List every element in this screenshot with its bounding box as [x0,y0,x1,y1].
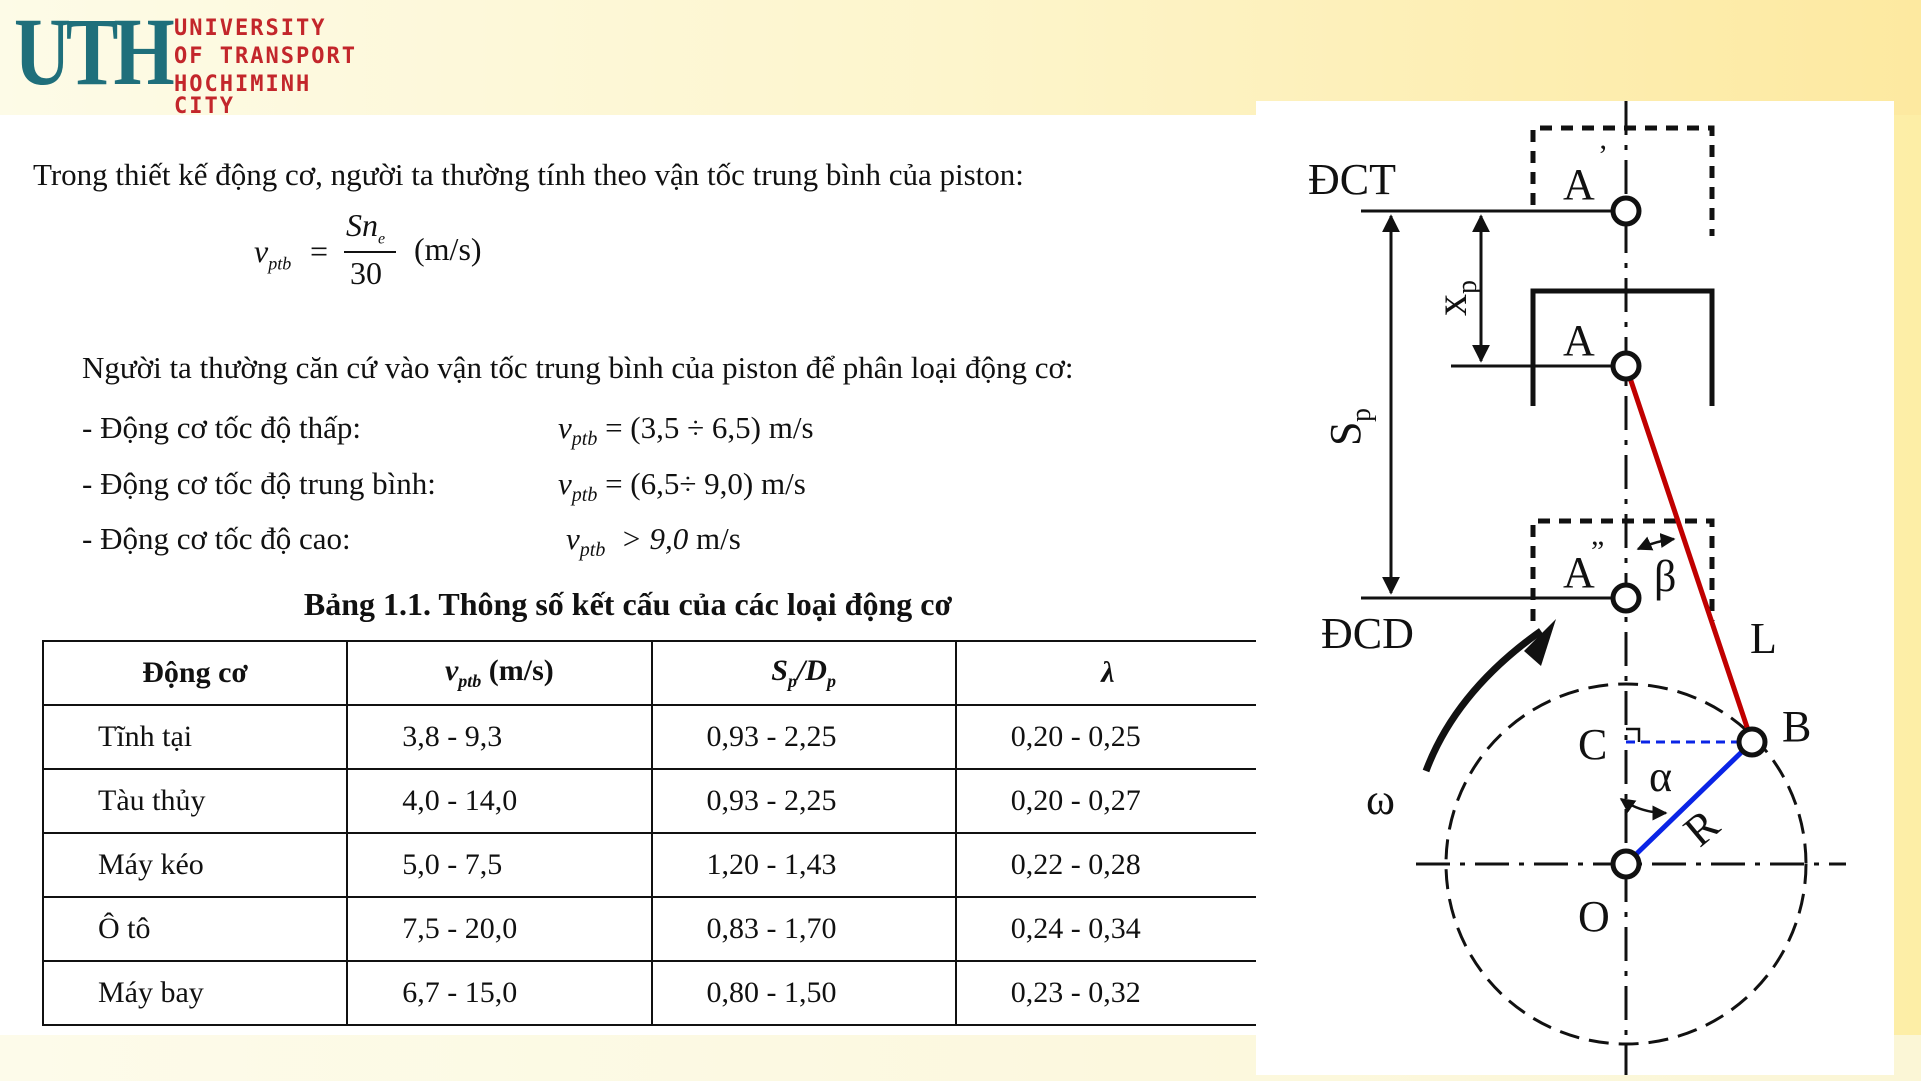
table-row [43,833,1260,897]
formula-equals: = [310,233,329,269]
pin-a-prime [1613,198,1639,224]
cell-ratio: 0,80 - 1,50 [652,961,956,1025]
crank-arm [1626,742,1752,864]
class-high-var: v [566,521,580,556]
piston-current-outline [1533,291,1712,406]
label-sp [1321,408,1377,446]
cell-ratio: 1,20 - 1,43 [652,833,956,897]
mean-piston-speed-formula [250,205,510,295]
label-r: R [1674,799,1729,857]
cell-lambda: 0,20 - 0,27 [956,769,1260,833]
diagram-svg [1256,101,1894,1075]
label-bdc: ĐCD [1321,609,1414,658]
label-tdc: ĐCT [1308,155,1396,204]
label-a-prime-mark: ’ [1598,139,1608,172]
class-high-sub: ptb [579,539,606,562]
logo-line-city: HOCHIMINH CITY [174,72,312,119]
class-high-speed-value [566,521,741,562]
class-medium-range: = (6,5÷ 9,0) m/s [597,466,806,501]
cell-lambda: 0,22 - 0,28 [956,833,1260,897]
class-low-sub: ptb [571,428,598,451]
cell-engine: Tĩnh tại [43,705,347,769]
logo-line-transport: OF TRANSPORT [174,44,357,69]
label-o: O [1578,892,1610,941]
cell-lambda: 0,23 - 0,32 [956,961,1260,1025]
class-medium-speed-value [558,466,806,507]
intro-text: Trong thiết kế động cơ, người ta thường tính theo vận tốc trung bình của piston: [33,157,1024,192]
cell-engine: Ô tô [43,897,347,961]
cell-speed: 7,5 - 20,0 [347,897,651,961]
class-medium-var: v [558,466,572,501]
table-row [43,897,1260,961]
cell-lambda: 0,20 - 0,25 [956,705,1260,769]
header-engine: Động cơ [43,641,347,705]
formula-num-sub: e [378,230,386,248]
cell-engine: Máy kéo [43,833,347,897]
formula-unit: (m/s) [414,231,482,267]
fraction-bar [344,251,396,253]
pin-a [1613,353,1639,379]
header-d: /D [796,654,827,687]
connecting-rod [1626,366,1752,742]
header-d-sub: p [826,671,836,691]
engine-spec-table [42,640,1261,1026]
label-l: L [1750,614,1777,663]
classification-intro: Người ta thường căn cứ vào vận tốc trung bình của piston để phân loại động cơ: [82,350,1074,385]
formula-lhs-sub: ptb [268,253,292,274]
formula-denominator: 30 [350,255,382,291]
class-medium-sub: ptb [571,484,598,507]
cell-speed: 5,0 - 7,5 [347,833,651,897]
header-s-sub: p [787,671,797,691]
label-xp-main: x [1427,294,1476,316]
label-alpha: α [1649,752,1673,801]
class-low-speed-value [558,410,814,451]
label-sp-main: S [1321,421,1370,446]
right-angle-mark [1626,729,1639,742]
class-low-var: v [558,410,572,445]
cell-engine: Tàu thủy [43,769,347,833]
university-logo [14,0,374,119]
alpha-arc [1621,799,1666,813]
header-speed-unit: (m/s) [481,654,554,687]
table-header-row [43,641,1260,705]
formula-numerator [346,207,385,248]
crank-center-o [1613,851,1639,877]
logo-mark: UTH [14,0,170,105]
label-a-double-prime: A [1563,548,1595,597]
crank-mechanism-diagram [1256,101,1894,1075]
rotation-arc [1426,631,1541,771]
label-xp [1427,280,1483,316]
label-xp-sub: p [1452,280,1483,294]
crank-pin-b [1739,729,1765,755]
header-mean-speed [347,641,651,705]
class-low-range: = (3,5 ÷ 6,5) m/s [597,410,814,445]
table-row [43,769,1260,833]
table-row [43,705,1260,769]
table-row [43,961,1260,1025]
logo-line-university: UNIVERSITY [174,16,327,41]
label-a-prime: A [1563,160,1595,209]
class-high-unit: m/s [688,521,741,556]
cell-engine: Máy bay [43,961,347,1025]
label-omega: ω [1366,775,1395,824]
beta-arc [1638,539,1674,549]
label-sp-sub: p [1346,408,1377,422]
label-a-double-prime-mark: ” [1591,535,1605,568]
class-high-threshold: > 9,0 [605,521,689,556]
pin-a-double-prime [1613,585,1639,611]
label-c: C [1578,720,1608,769]
formula-lhs-var: v [254,233,269,269]
class-medium-speed-label: - Động cơ tốc độ trung bình: [82,466,436,501]
formula-lhs [254,233,291,274]
class-low-speed-label: - Động cơ tốc độ thấp: [82,410,361,445]
header-speed-var: v [444,654,459,687]
cell-ratio: 0,93 - 2,25 [652,769,956,833]
header-s: S [771,654,788,687]
label-beta: β [1654,552,1677,601]
cell-speed: 4,0 - 14,0 [347,769,651,833]
label-a: A [1563,316,1595,365]
cell-ratio: 0,93 - 2,25 [652,705,956,769]
cell-lambda: 0,24 - 0,34 [956,897,1260,961]
class-high-speed-label: - Động cơ tốc độ cao: [82,521,351,556]
cell-speed: 6,7 - 15,0 [347,961,651,1025]
cell-speed: 3,8 - 9,3 [347,705,651,769]
table-caption: Bảng 1.1. Thông số kết cấu của các loại động cơ [303,586,953,622]
label-b: B [1782,702,1812,751]
header-stroke-bore [652,641,956,705]
cell-ratio: 0,83 - 1,70 [652,897,956,961]
header-lambda: λ [956,641,1260,705]
formula-num-var: Sn [346,207,378,243]
header-speed-sub: ptb [458,671,482,691]
